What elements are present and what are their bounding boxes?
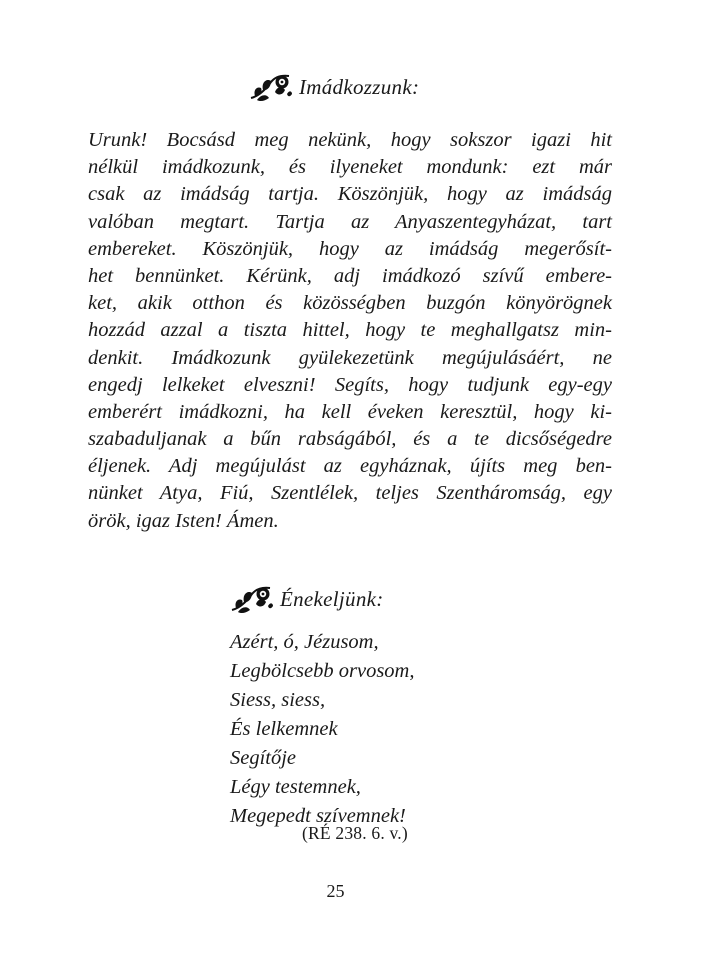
prayer-line: nünket Atya, Fiú, Szentlélek, teljes Szentháromság, egy <box>88 482 612 505</box>
prayer-line: valóban megtart. Tartja az Anyaszentegyházat, tart <box>88 210 612 233</box>
prayer-heading-text: Imádkozzunk: <box>299 74 420 99</box>
prayer-line: hozzád azzal a tiszta hittel, hogy te meghallgatsz min- <box>88 319 612 342</box>
prayer-line: denkit. Imádkozunk gyülekezetünk megújulásáért, ne <box>88 346 612 369</box>
prayer-line: embereket. Köszönjük, hogy az imádság megerősít- <box>88 237 612 260</box>
hymn-line: Megepedt szívemnek! <box>230 805 406 827</box>
hymn-line: És lelkemnek <box>230 718 338 740</box>
prayer-heading <box>249 72 419 102</box>
hymn-heading <box>230 584 384 614</box>
hymn-line: Légy testemnek, <box>230 776 361 798</box>
prayer-line: éljenek. Adj megújulást az egyháznak, újíts meg ben- <box>88 455 612 478</box>
prayer-text <box>88 127 612 535</box>
hymn-line: Siess, siess, <box>230 689 326 711</box>
hymn-reference: (RÉ 238. 6. v.) <box>302 823 408 843</box>
prayer-line: nélkül imádkozunk, és ilyeneket mondunk: ezt már <box>88 156 612 179</box>
hymn-line: Segítője <box>230 747 297 769</box>
hymn-line: Legbölcsebb orvosom, <box>230 660 415 682</box>
hymn-line: Azért, ó, Jézusom, <box>230 631 379 653</box>
hymn-verse <box>230 628 414 831</box>
floral-ornament-icon <box>230 584 274 614</box>
page-number: 25 <box>326 881 345 901</box>
hymn-heading-text: Énekeljünk: <box>280 586 384 611</box>
prayer-line: het bennünket. Kérünk, adj imádkozó szívű embere- <box>88 264 612 287</box>
floral-ornament-icon <box>249 72 293 102</box>
prayer-line: Urunk! Bocsásd meg nekünk, hogy sokszor igazi hit <box>88 129 612 151</box>
prayer-line: szabaduljanak a bűn rabságából, és a te dicsőségedre <box>88 428 612 451</box>
prayer-line: engedj lelkeket elveszni! Segíts, hogy tudjunk egy-egy <box>88 373 612 396</box>
prayer-line: emberért imádkozni, ha kell éveken keresztül, hogy ki- <box>88 400 612 423</box>
prayer-line: ket, akik otthon és közösségben buzgón könyörögnek <box>88 292 612 315</box>
prayer-line: csak az imádság tartja. Köszönjük, hogy az imádság <box>88 183 612 206</box>
prayer-line: örök, igaz Isten! Ámen. <box>88 509 279 532</box>
